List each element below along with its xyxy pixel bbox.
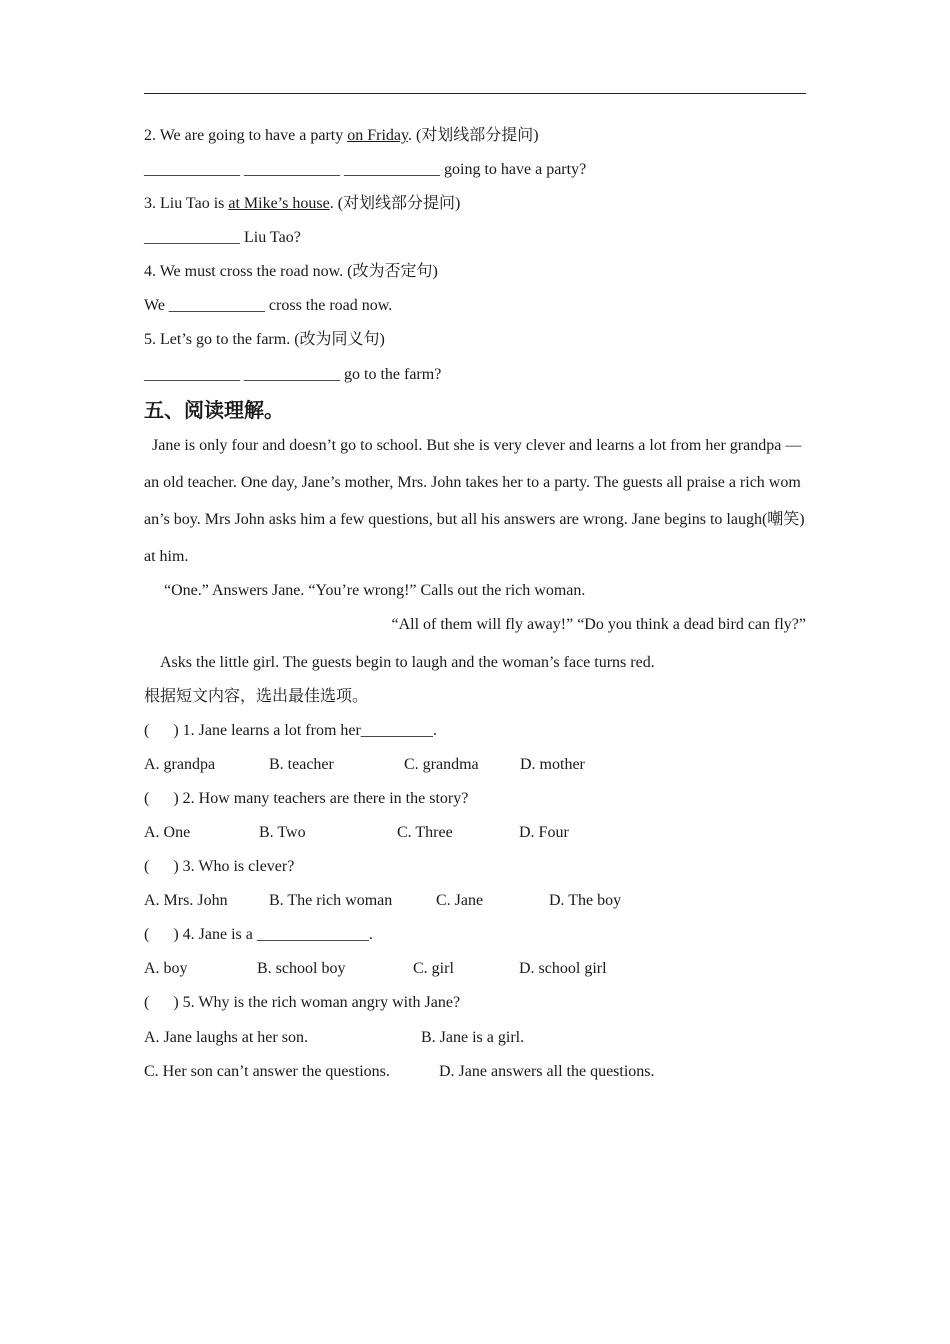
instruction: 根据短文内容，选出最佳选项。 xyxy=(144,688,369,705)
section-heading: 五、阅读理解。 xyxy=(144,398,284,422)
option-c: C. Her son can’t answer the questions. xyxy=(144,1063,390,1080)
question-5: 5. Let’s go to the farm. (改为同义句) xyxy=(144,331,385,348)
mc-question-3: ( ) 3. Who is clever? xyxy=(144,858,295,875)
passage-line-4: Asks the little girl. The guests begin to laugh and the woman’s face turns red. xyxy=(160,654,655,671)
reading-passage: Jane is only four and doesn’t go to school. But she is very clever and learns a lot from her grandpa — an old teacher. One day, Jane’s mother, Mrs. John takes her to a party. The guests all praise a rich woman’s boy. Mrs John asks him a few questions, but all his answers are wrong. Jane begins to laugh(嘲笑) at him. xyxy=(144,437,805,565)
option-d: D. The boy xyxy=(549,892,622,909)
option-a: A. One xyxy=(144,824,191,841)
top-rule xyxy=(144,93,806,94)
underlined-phrase: at Mike’s house xyxy=(228,195,330,212)
mc-question-5: ( ) 5. Why is the rich woman angry with Jane? xyxy=(144,994,461,1011)
passage-line-3: “All of them will fly away!” “Do you think a dead bird can fly?” xyxy=(391,616,806,633)
answer-line-3: ____________ Liu Tao? xyxy=(144,229,301,246)
mc-question-2: ( ) 2. How many teachers are there in the story? xyxy=(144,790,469,807)
passage-line-2: “One.” Answers Jane. “You’re wrong!” Calls out the rich woman. xyxy=(164,582,586,599)
option-a: A. grandpa xyxy=(144,756,216,773)
option-c: C. girl xyxy=(413,960,454,977)
option-c: C. grandma xyxy=(404,756,479,773)
option-b: B. teacher xyxy=(269,756,334,773)
option-d: D. Four xyxy=(519,824,569,841)
option-a: A. Jane laughs at her son. xyxy=(144,1029,308,1046)
option-d: D. mother xyxy=(520,756,585,773)
option-b: B. Two xyxy=(259,824,306,841)
option-a: A. boy xyxy=(144,960,188,977)
option-c: C. Jane xyxy=(436,892,484,909)
mc-question-1: ( ) 1. Jane learns a lot from her_________. xyxy=(144,722,437,739)
option-c: C. Three xyxy=(397,824,453,841)
option-d: D. Jane answers all the questions. xyxy=(439,1063,655,1080)
mc-question-4: ( ) 4. Jane is a ______________. xyxy=(144,926,373,943)
question-3: 3. Liu Tao is at Mike’s house. (对划线部分提问) xyxy=(144,195,461,212)
answer-line-4: We ____________ cross the road now. xyxy=(144,297,393,314)
question-2: 2. We are going to have a party on Friday. (对划线部分提问) xyxy=(144,127,539,144)
option-d: D. school girl xyxy=(519,960,607,977)
question-4: 4. We must cross the road now. (改为否定句) xyxy=(144,263,438,280)
option-b: B. school boy xyxy=(257,960,346,977)
option-b: B. The rich woman xyxy=(269,892,393,909)
answer-line-2: ____________ ____________ ____________ going to have a party? xyxy=(144,161,587,178)
option-a: A. Mrs. John xyxy=(144,892,228,909)
option-b: B. Jane is a girl. xyxy=(421,1029,525,1046)
answer-line-5: ____________ ____________ go to the farm? xyxy=(144,366,442,383)
underlined-phrase: on Friday xyxy=(347,127,408,144)
